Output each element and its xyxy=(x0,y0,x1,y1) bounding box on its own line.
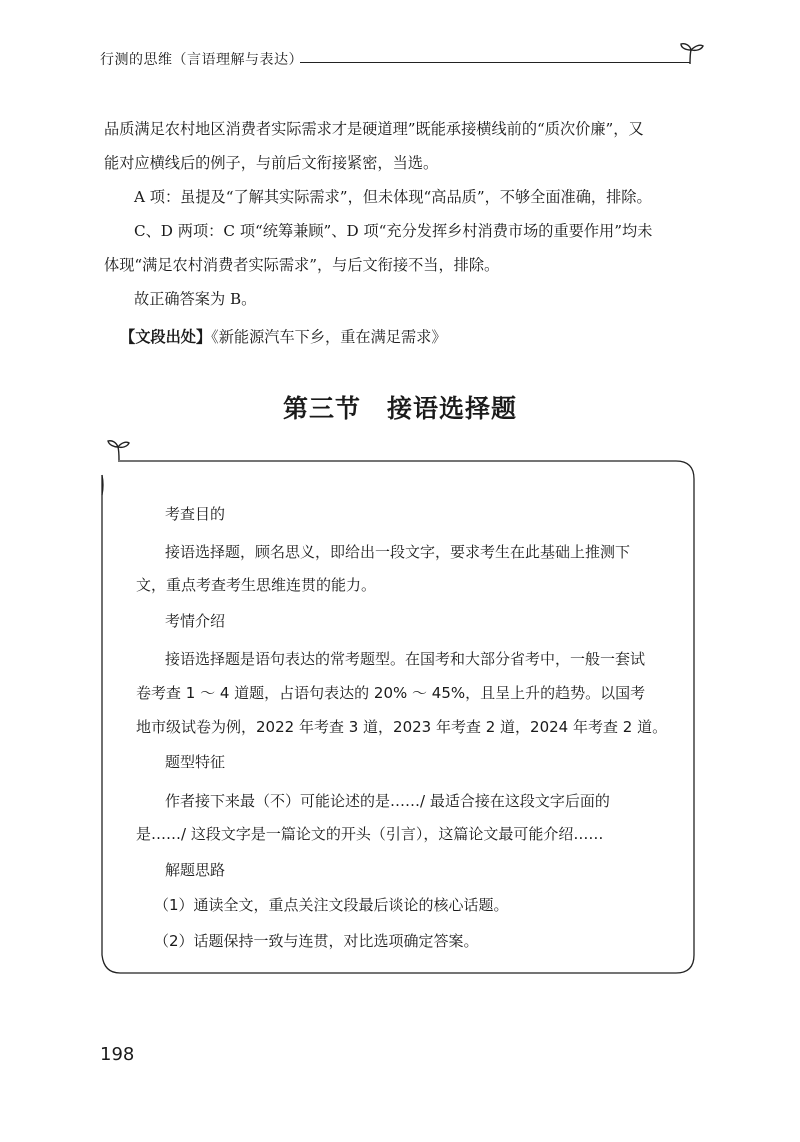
option-a-analysis: A 项：虽提及“了解其实际需求”，但未体现“高品质”，不够全面准确，排除。 xyxy=(134,188,652,206)
passage-source-tag: 【文段出处】 xyxy=(120,328,212,346)
approach-step: （1）通读全文，重点关注文段最后谈论的核心话题。 xyxy=(154,896,509,914)
section-title: 第三节 接语选择题 xyxy=(282,394,517,423)
intro-text-cont: 地市级试卷为例，2022 年考查 3 道，2023 年考查 2 道，2024 年考查 2 道。 xyxy=(136,718,668,736)
header-rule xyxy=(300,62,690,63)
intro-text: 接语选择题是语句表达的常考题型。在国考和大部分省考中，一般一套试 xyxy=(165,650,646,668)
page-number: 198 xyxy=(100,1044,135,1065)
intro-label: 考情介绍 xyxy=(165,612,226,630)
option-cd-analysis-cont: 体现“满足农村消费者实际需求”，与后文衔接不当，排除。 xyxy=(104,256,500,274)
sprout-icon xyxy=(676,38,706,66)
purpose-text: 接语选择题，顾名思义，即给出一段文字，要求考生在此基础上推测下 xyxy=(165,543,631,561)
passage-source xyxy=(120,325,447,349)
purpose-text-cont: 文，重点考查考生思维连贯的能力。 xyxy=(136,576,377,594)
intro-text-cont: 卷考查 1 ～ 4 道题，占语句表达的 20% ～ 45%，且呈上升的趋势。以国考 xyxy=(136,684,646,702)
correct-answer-line: 故正确答案为 B。 xyxy=(134,290,257,308)
feature-label: 题型特征 xyxy=(165,753,226,771)
approach-step: （2）话题保持一致与连贯，对比选项确定答案。 xyxy=(154,932,479,950)
answer-paragraph-line: 品质满足农村地区消费者实际需求才是硬道理”既能承接横线前的“质次价廉”，又 xyxy=(104,120,644,138)
option-cd-analysis: C、D 两项：C 项“统筹兼顾”、D 项“充分发挥乡村消费市场的重要作用”均未 xyxy=(134,222,653,240)
running-header-title: 行测的思维（言语理解与表达） xyxy=(100,52,303,68)
passage-source-title: 《新能源汽车下乡，重在满足需求》 xyxy=(211,328,447,346)
feature-text-cont: 是……/ 这段文字是一篇论文的开头（引言），这篇论文最可能介绍…… xyxy=(136,825,604,843)
feature-text: 作者接下来最（不）可能论述的是……/ 最适合接在这段文字后面的 xyxy=(165,792,610,810)
approach-label: 解题思路 xyxy=(165,861,226,879)
purpose-label: 考查目的 xyxy=(165,505,226,523)
answer-paragraph-line: 能对应横线后的例子，与前后文衔接紧密，当选。 xyxy=(104,154,439,172)
